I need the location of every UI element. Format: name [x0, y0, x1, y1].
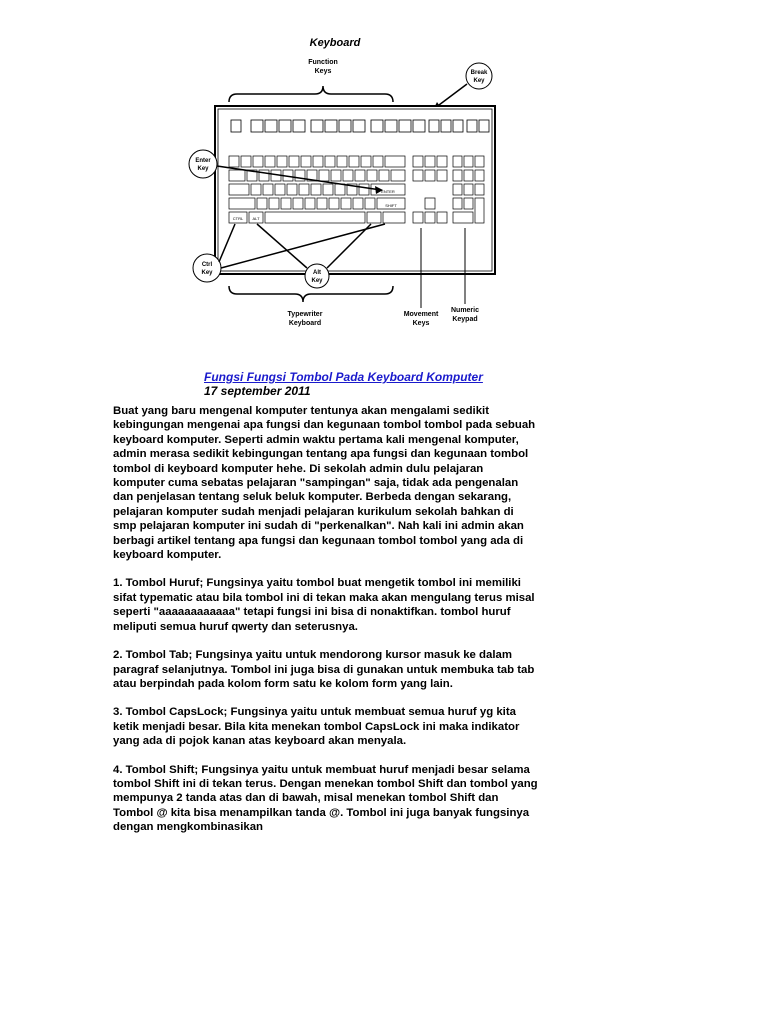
label-ctrl-key-1: Ctrl	[201, 262, 213, 268]
label-movement-1: Movement	[403, 311, 439, 318]
label-numeric-1: Numeric	[450, 307, 480, 314]
numeric-keypad	[453, 156, 484, 223]
article-date: 17 september 2011	[204, 384, 311, 398]
callout-ctrl-key	[193, 254, 221, 282]
label-typewriter-1: Typewriter	[287, 311, 323, 318]
label-enter-key-2: Key	[197, 166, 209, 172]
label-break-key-1: Break	[470, 70, 488, 76]
label-alt-key-1: Alt	[313, 270, 321, 276]
callout-alt-key	[305, 264, 329, 288]
article-intro: Buat yang baru mengenal komputer tentunya akan mengalami sedikit kebingungan mengenai apa fungsi dan kegunaan tombol tombol pada sebuah keyboard komputer. Seperti admin waktu pertama kali mengenal komputer, admin merasa sedikit kebingungan tentang apa fungsi dan kegunaan tombol tombol di keyboard komputer hehe. Di sekolah admin dulu pelajaran komputer cuma sebatas pelajaran "sampingan" saja, tidak ada pengenalan dan penjelasan tentang seluk beluk komputer. Berbeda dengan sekarang, pelajaran komputer sudah menjadi pelajaran kurikulum sekolah bahkan di smp pelajaran komputer ini sudah di "perkenalkan". Nah kali ini admin akan berbagi artikel tentang apa fungsi dan kegunaan tombol tombol yang ada di keyboard komputer.	[113, 405, 536, 562]
callout-break-key	[466, 63, 492, 89]
label-alt-key-2: Key	[311, 278, 323, 284]
article-header	[204, 370, 544, 398]
label-function-keys-1: Function	[308, 59, 338, 66]
function-key-row	[231, 120, 489, 132]
article-item-4: 4. Tombol Shift; Fungsinya yaitu untuk membuat huruf menjadi besar selama tombol Shift ini di tekan terus. Dengan menekan tombol Shift dan tombol yang mempunya 2 tanda atas dan di bawah, misal menekan tombol Shift dan Tombol @ kita bisa menampilkan tanda @. Tombol ini juga banyak fungsinya dengan mengkombinasikan	[113, 763, 538, 834]
article-item-3: 3. Tombol CapsLock; Fungsinya yaitu untuk membuat semua huruf yg kita ketik menjadi besar. Bila kita menekan tombol CapsLock ini maka indikator yang ada di pojok kanan atas keyboard akan menyala.	[113, 706, 520, 748]
label-break-key-2: Key	[473, 78, 485, 84]
label-ctrl-key-2: Key	[201, 270, 213, 276]
article-item-1: 1. Tombol Huruf; Fungsinya yaitu tombol buat mengetik tombol ini memiliki sifat typematic atau bila tombol ini di tekan maka akan mengulang terus misal seperti "aaaaaaaaaaaa" tetapi fungsi ini bisa di nonaktifkan. tombol huruf meliputi semua huruf qwerty dan seterusnya.	[113, 577, 535, 633]
label-numeric-2: Keypad	[452, 316, 478, 323]
article-item-2: 2. Tombol Tab; Fungsinya yaitu untuk mendorong kursor masuk ke dalam paragraf selanjutnya. Tombol ini juga bisa di gunakan untuk membuka tab tab atau berpindah pada kolom form satu ke kolom form yang lain.	[113, 649, 535, 690]
keyboard-diagram	[185, 28, 525, 348]
keycap-alt: ALT	[252, 216, 260, 221]
keycap-enter: ENTER	[381, 189, 395, 194]
label-function-keys-2: Keys	[314, 68, 332, 75]
label-enter-key-1: Enter	[195, 158, 211, 164]
callout-enter-key	[189, 150, 217, 178]
keycap-ctrl: CTRL	[232, 216, 244, 221]
diagram-title: Keyboard	[309, 37, 361, 49]
article-title-link[interactable]: Fungsi Fungsi Tombol Pada Keyboard Komputer	[204, 370, 483, 384]
keycap-shift: SHIFT	[385, 203, 397, 208]
label-typewriter-2: Keyboard	[288, 320, 322, 327]
article-body	[113, 404, 538, 849]
label-movement-2: Keys	[412, 320, 430, 327]
